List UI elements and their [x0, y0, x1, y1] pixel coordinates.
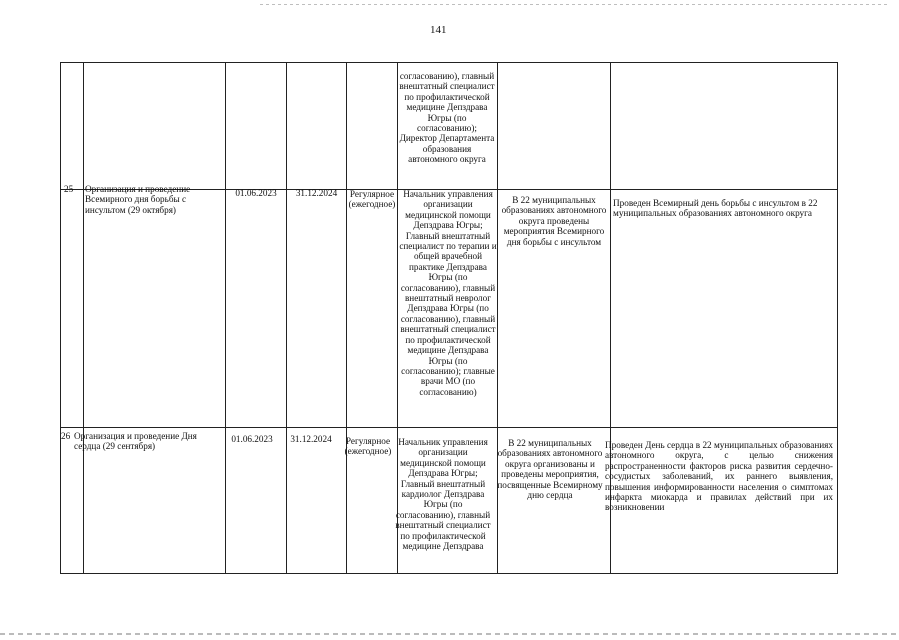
row-25-end-date: 31.12.2024	[295, 188, 338, 198]
column-divider	[225, 63, 226, 573]
row-26-start-date: 01.06.2023	[231, 434, 273, 444]
row-divider	[61, 427, 837, 428]
row-25-periodicity: Регулярное (ежегодное)	[348, 189, 396, 210]
row-26-measure-name: Организация и проведение Дня сердца (29 сентября)	[74, 431, 197, 452]
page-number: 141	[430, 24, 447, 36]
column-divider	[286, 63, 287, 573]
row-26-actual-result: Проведен День сердца в 22 муниципальных образованиях автономного округа, с целью снижения распространенности факторов риска развития сердечно-сосудистых заболеваний, их раннего выявления, повышения информированности населения о симптомах инфаркта миокарда и правилах действий при их возникновении	[605, 440, 833, 513]
scan-artifact-bottom	[0, 633, 899, 635]
row-25-number: 25	[64, 184, 74, 194]
continuation-responsible: согласованию), главный внештатный специалист по профилактической медицине Депздрава Югры (по согласованию); Директор Департамента образования автономного округа	[399, 71, 495, 165]
row-26-number: 26	[61, 431, 71, 441]
row-25-expected-result: В 22 муниципальных образованиях автономного округа проведены мероприятия Всемирного дня борьбы с инсультом	[501, 195, 607, 247]
column-divider	[346, 63, 347, 573]
row-25-measure-name: Организация и проведение Всемирного дня борьбы с инсультом (29 октября)	[85, 184, 191, 215]
row-26-periodicity: Регулярное (ежегодное)	[344, 436, 392, 457]
row-26-responsible: Начальник управления организации медицинской помощи Депздрава Югры; Главный внештатный кардиолог Депздрава Югры (по согласованию), главный внештатный специалист по профилактической медицине Депздрава	[395, 437, 491, 552]
row-25-actual-result: Проведен Всемирный день борьбы с инсультом в 22 муниципальных образованиях автономного округа	[613, 198, 818, 219]
row-26-end-date: 31.12.2024	[290, 434, 332, 444]
column-divider	[83, 63, 84, 573]
measures-table	[60, 62, 838, 574]
scan-artifact-top	[260, 4, 890, 5]
row-26-expected-result: В 22 муниципальных образованиях автономного округа организованы и проведены мероприятия, посвященные Всемирному дню сердца	[497, 438, 603, 501]
row-25-start-date: 01.06.2023	[235, 188, 277, 198]
row-25-responsible: Начальник управления организации медицинской помощи Депздрава Югры; Главный внештатный специалист по терапии и общей врачебной практике Депздрава Югры (по согласованию), главный внештатный невролог Депздрава Югры (по согласованию), главный внештатный специалист по профилактической медицине Депздрава Югры (по согласованию); главные врачи МО (по согласованию)	[399, 189, 497, 397]
